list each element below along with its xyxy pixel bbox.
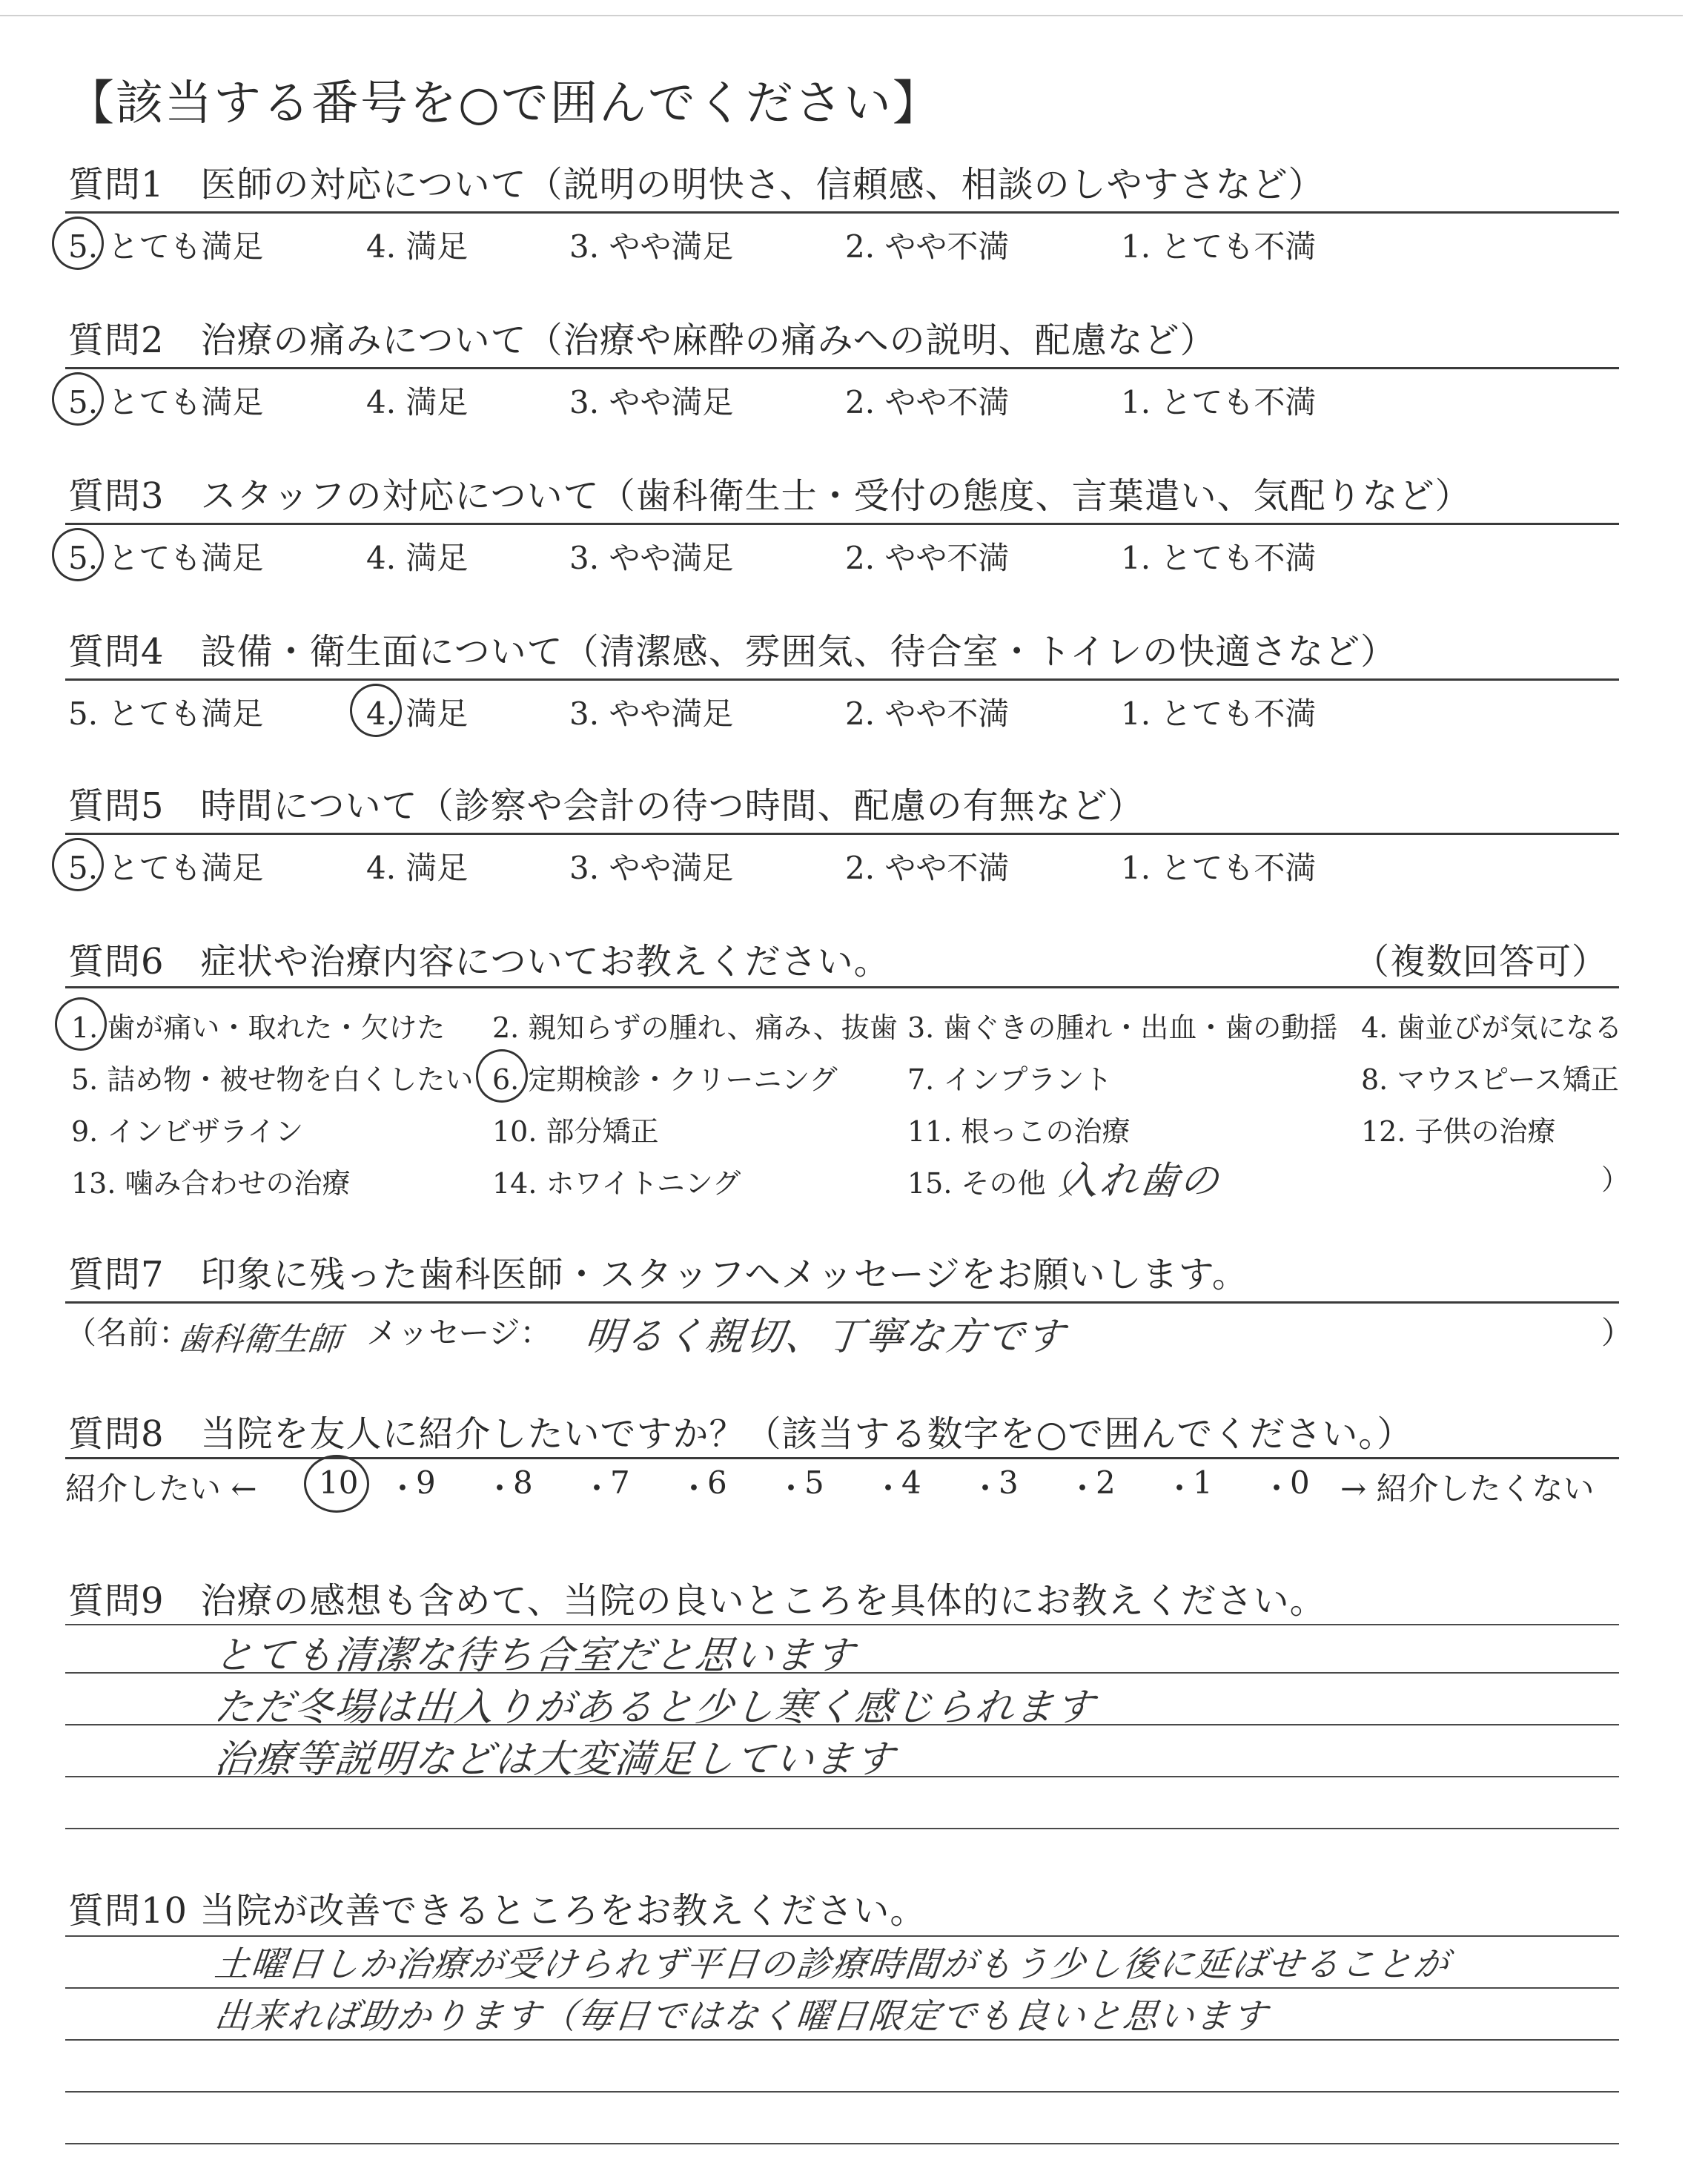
- q10-rule-3: [65, 2039, 1619, 2041]
- q5-option-1: 1. とても不満: [1121, 850, 1317, 886]
- q4-option-1: 1. とても不満: [1121, 696, 1317, 732]
- q8-scale-1: 1: [1193, 1464, 1213, 1501]
- q4-option-4: 4. 満足: [366, 696, 469, 732]
- q8-scale-7: 7: [610, 1464, 630, 1501]
- q9-answer-line-3: 治療等説明などは大変満足しています: [212, 1737, 898, 1782]
- q6-rule: [65, 986, 1619, 988]
- q8-title: 質問8 当院を友人に紹介したいですか？（該当する数字を○で囲んでください。）: [68, 1413, 1414, 1455]
- q10-title: 質問10 当院が改善できるところをお教えください。: [68, 1890, 927, 1932]
- q6-option-11: 11. 根っこの治療: [907, 1115, 1131, 1148]
- q10-rule-4: [65, 2091, 1619, 2093]
- q5-option-3: 3. やや満足: [569, 850, 734, 886]
- q3-selection-circle: [52, 528, 104, 581]
- q5-option-5: 5. とても満足: [68, 850, 264, 886]
- q6-option-2: 2. 親知らずの腫れ、痛み、抜歯: [492, 1011, 898, 1044]
- q7-close: ）: [1601, 1315, 1633, 1351]
- q3-title: 質問3 スタッフの対応について（歯科衛生士・受付の態度、言葉遣い、気配りなど）: [68, 475, 1472, 517]
- q6-option-14: 14. ホワイトニング: [492, 1167, 741, 1200]
- q8-scale-dot: ・: [775, 1470, 807, 1507]
- q3-rule: [65, 523, 1619, 525]
- q8-scale-dot: ・: [1164, 1470, 1196, 1507]
- q10-answer-line-1: 土曜日しか治療が受けられず平日の診療時間がもう少し後に延ばせることが: [212, 1944, 1452, 1985]
- q6-selection-circle-6: [476, 1049, 528, 1103]
- q10-answer-line-2: 出来れば助かります（毎日ではなく曜日限定でも良いと思います: [212, 1996, 1271, 2037]
- q2-title: 質問2 治療の痛みについて（治療や麻酔の痛みへの説明、配慮など）: [68, 320, 1217, 361]
- q6-option-10: 10. 部分矯正: [492, 1115, 659, 1148]
- q8-scale-dot: ・: [484, 1470, 516, 1507]
- q3-option-1: 1. とても不満: [1121, 540, 1317, 576]
- q8-scale-2: 2: [1096, 1464, 1116, 1501]
- q6-option-13: 13. 噛み合わせの治療: [71, 1167, 351, 1200]
- form-header: 【該当する番号を○で囲んでください】: [67, 76, 941, 131]
- q8-scale-dot: ・: [581, 1470, 613, 1507]
- q2-option-1: 1. とても不満: [1121, 384, 1317, 420]
- q6-option-8: 8. マウスピース矯正: [1361, 1063, 1619, 1096]
- q10-rule-5: [65, 2143, 1619, 2144]
- q1-option-4: 4. 満足: [366, 228, 469, 265]
- q8-selection-circle: [304, 1455, 369, 1513]
- q7-title: 質問7 印象に残った歯科医師・スタッフへメッセージをお願いします。: [68, 1254, 1248, 1295]
- q7-name-label: （名前：: [65, 1315, 191, 1351]
- q6-option-15: 15. その他（: [907, 1167, 1074, 1200]
- q3-option-5: 5. とても満足: [68, 540, 264, 576]
- q2-option-4: 4. 満足: [366, 384, 469, 420]
- q4-option-2: 2. やや不満: [845, 696, 1010, 732]
- q2-option-3: 3. やや満足: [569, 384, 734, 420]
- q8-scale-dot: ・: [387, 1470, 419, 1507]
- q5-option-4: 4. 満足: [366, 850, 469, 886]
- q8-right-label: → 紹介したくない: [1340, 1470, 1595, 1507]
- q8-scale-dot: ・: [1067, 1470, 1099, 1507]
- q3-option-3: 3. やや満足: [569, 540, 734, 576]
- q7-message-handwritten: 明るく親切、丁寧な方です: [583, 1315, 1068, 1359]
- q7-rule: [65, 1301, 1619, 1304]
- q1-title: 質問1 医師の対応について（説明の明快さ、信頼感、相談のしやすさなど）: [68, 164, 1325, 205]
- q8-scale-9: 9: [416, 1464, 436, 1501]
- q6-selection-circle-1: [55, 997, 107, 1051]
- q9-rule-5: [65, 1828, 1619, 1829]
- q8-scale-8: 8: [513, 1464, 533, 1501]
- q2-rule: [65, 367, 1619, 369]
- q1-option-3: 3. やや満足: [569, 228, 734, 265]
- q8-scale-0: 0: [1290, 1464, 1310, 1501]
- q6-option-4: 4. 歯並びが気になる: [1361, 1011, 1623, 1044]
- q7-name-handwritten: 歯科衛生師: [175, 1321, 343, 1358]
- q1-option-2: 2. やや不満: [845, 228, 1010, 265]
- q5-rule: [65, 833, 1619, 835]
- q4-selection-circle: [350, 684, 402, 737]
- q8-scale-6: 6: [707, 1464, 727, 1501]
- q5-selection-circle: [52, 838, 104, 891]
- q8-scale-5: 5: [804, 1464, 824, 1501]
- q5-title: 質問5 時間について（診察や会計の待つ時間、配慮の有無など）: [68, 785, 1145, 827]
- q6-other-handwritten: 入れ歯の: [1057, 1159, 1222, 1203]
- q5-option-2: 2. やや不満: [845, 850, 1010, 886]
- q6-option-6: 6. 定期検診・クリーニング: [492, 1063, 838, 1096]
- q8-scale-dot: ・: [1261, 1470, 1293, 1507]
- q4-title: 質問4 設備・衛生面について（清潔感、雰囲気、待合室・トイレの快適さなど）: [68, 631, 1397, 673]
- q2-option-2: 2. やや不満: [845, 384, 1010, 420]
- q6-title: 質問6 症状や治療内容についてお教えください。: [68, 941, 890, 982]
- q6-note: （複数回答可）: [1354, 941, 1609, 982]
- q6-other-close: ）: [1601, 1163, 1630, 1196]
- q3-option-2: 2. やや不満: [845, 540, 1010, 576]
- q1-rule: [65, 211, 1619, 214]
- q3-option-4: 4. 満足: [366, 540, 469, 576]
- q8-scale-dot: ・: [678, 1470, 710, 1507]
- q6-option-9: 9. インビザライン: [71, 1115, 304, 1148]
- q9-answer-line-2: ただ冬場は出入りがあると少し寒く感じられます: [212, 1685, 1098, 1730]
- q6-option-12: 12. 子供の治療: [1361, 1115, 1556, 1148]
- q9-answer-line-1: とても清潔な待ち合室だと思います: [212, 1634, 858, 1678]
- q1-option-1: 1. とても不満: [1121, 228, 1317, 265]
- q7-message-label: メッセージ：: [366, 1315, 552, 1351]
- q6-option-1: 1. 歯が痛い・取れた・欠けた: [71, 1011, 446, 1044]
- q8-scale-dot: ・: [970, 1470, 1002, 1507]
- q6-option-5: 5. 詰め物・被せ物を白くしたい: [71, 1063, 474, 1096]
- q1-selection-circle: [52, 217, 104, 270]
- q1-option-5: 5. とても満足: [68, 228, 264, 265]
- q8-left-label: 紹介したい ←: [65, 1470, 257, 1507]
- top-edge-line: [0, 15, 1683, 16]
- q4-rule: [65, 678, 1619, 681]
- q2-selection-circle: [52, 372, 104, 426]
- q8-scale-dot: ・: [873, 1470, 904, 1507]
- q8-rule: [65, 1457, 1619, 1459]
- q6-option-7: 7. インプラント: [907, 1063, 1113, 1096]
- q6-option-3: 3. 歯ぐきの腫れ・出血・歯の動揺: [907, 1011, 1338, 1044]
- q8-scale-10: 10: [319, 1464, 359, 1501]
- q9-title: 質問9 治療の感想も含めて、当院の良いところを具体的にお教えください。: [68, 1580, 1326, 1622]
- q8-scale-4: 4: [901, 1464, 921, 1501]
- q4-option-5: 5. とても満足: [68, 696, 264, 732]
- q2-option-5: 5. とても満足: [68, 384, 264, 420]
- q4-option-3: 3. やや満足: [569, 696, 734, 732]
- q8-scale-3: 3: [999, 1464, 1019, 1501]
